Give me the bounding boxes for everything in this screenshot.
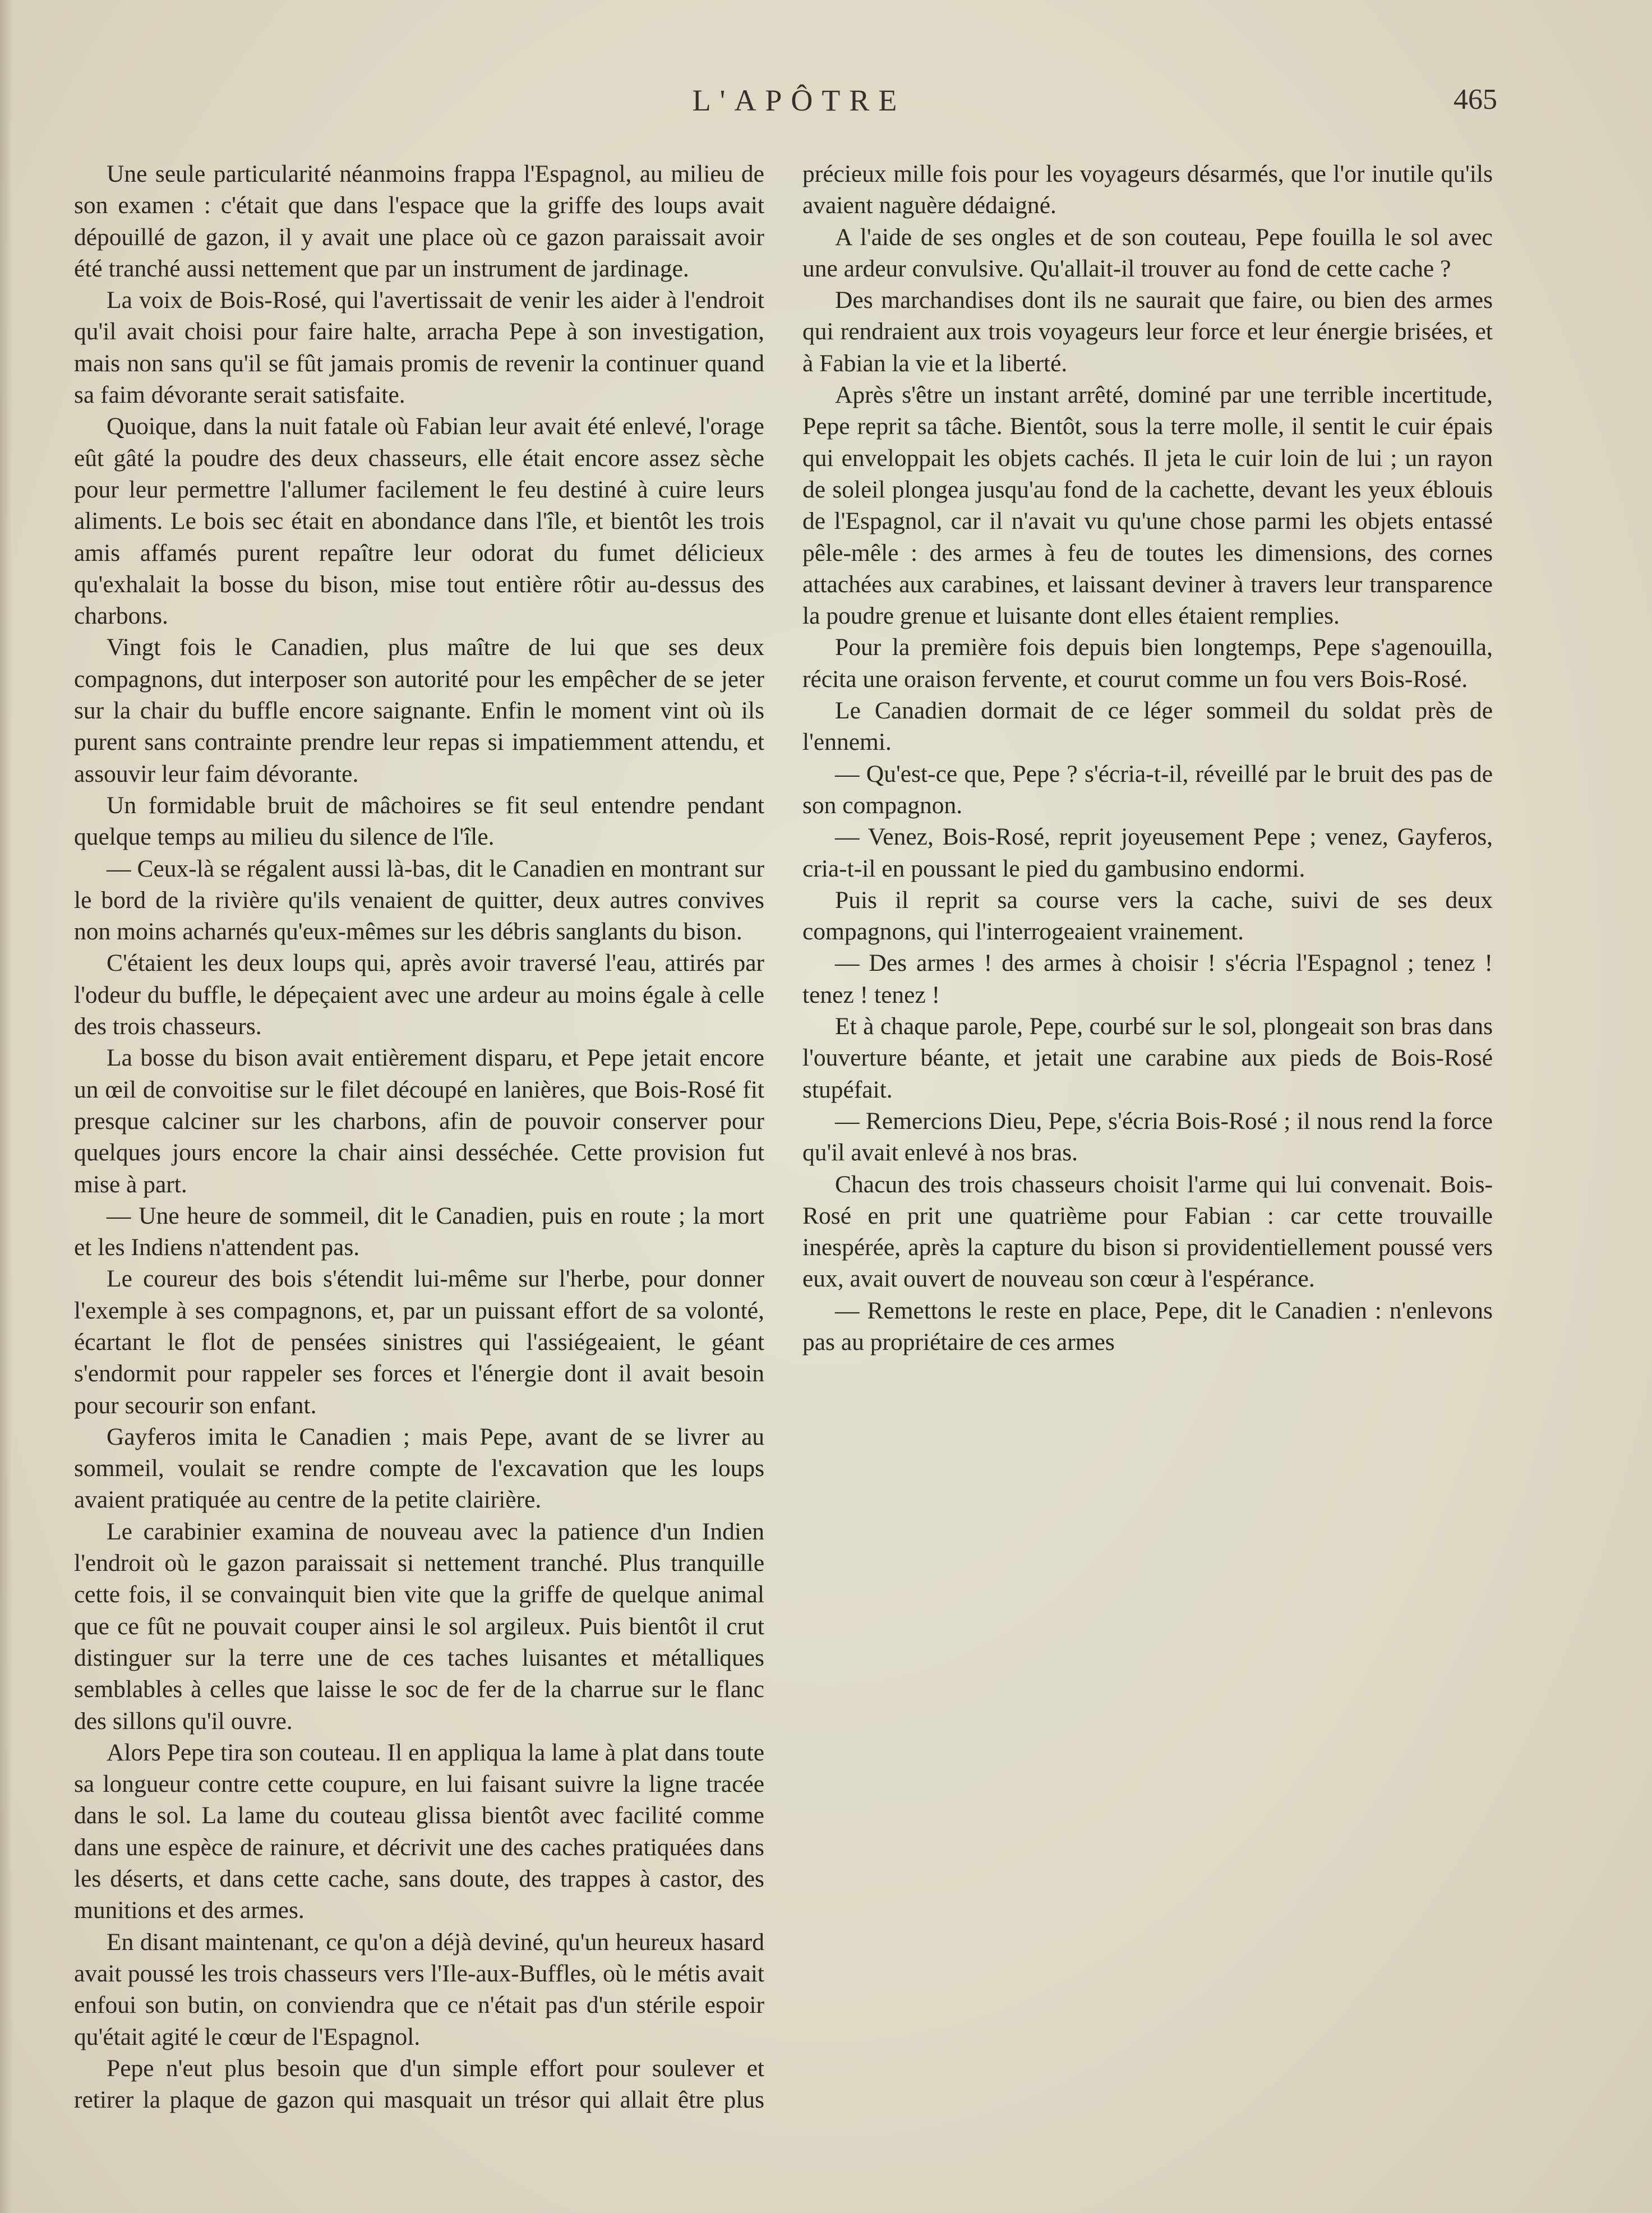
paragraph: Une seule particularité néanmoins frappa l'Espagnol, au milieu de son examen : c'était que dans l'espace que la griffe des loups avait dépouillé de gazon, il y avait une place où ce gazon paraissait avoir été tranché aussi nettement que par un instrument de jardinage. bbox=[74, 160, 764, 282]
paragraph: — Qu'est-ce que, Pepe ? s'écria-t-il, réveillé par le bruit des pas de son compagnon. bbox=[802, 760, 1493, 819]
body-text bbox=[74, 158, 1493, 2132]
paragraph: — Venez, Bois-Rosé, reprit joyeusement Pepe ; venez, Gayferos, cria-t-il en poussant le pied du gambusino endormi. bbox=[802, 823, 1493, 882]
paragraph: Puis il reprit sa course vers la cache, suivi de ses deux compagnons, qui l'interrogeaient vrainement. bbox=[802, 886, 1493, 946]
paragraph: Gayferos imita le Canadien ; mais Pepe, avant de se livrer au sommeil, voulait se rendre compte de l'excavation que les loups avaient pratiquée au centre de la petite clairière. bbox=[74, 1423, 764, 1514]
paragraph: Des marchandises dont ils ne saurait que faire, ou bien des armes qui rendraient aux trois voyageurs leur force et leur énergie brisées, et à Fabian la vie et la liberté. bbox=[802, 287, 1493, 377]
page-gutter-shadow bbox=[0, 0, 12, 2213]
page-number: 465 bbox=[1453, 84, 1497, 116]
paragraph: Un formidable bruit de mâchoires se fit seul entendre pendant quelque temps au milieu du silence de l'île. bbox=[74, 791, 764, 851]
running-title: L'APÔTRE bbox=[692, 84, 906, 117]
paragraph: Le coureur des bois s'étendit lui-même sur l'herbe, pour donner l'exemple à ses compagnons, et, par un puissant effort de sa volonté, écartant le flot de pensées sinistres qui l'assiégeaient, le géant s'endormit pour rappeler ses forces et l'énergie dont il avait besoin pour secourir son enfant. bbox=[74, 1265, 764, 1419]
paragraph: — Une heure de sommeil, dit le Canadien, puis en route ; la mort et les Indiens n'attendent pas. bbox=[74, 1202, 764, 1261]
paragraph: — Remettons le reste en place, Pepe, dit le Canadien : n'enlevons pas au propriétaire de ces armes bbox=[802, 1297, 1493, 1356]
paragraph: Et à chaque parole, Pepe, courbé sur le sol, plongeait son bras dans l'ouverture béante, et jetait une carabine aux pieds de Bois-Rosé stupéfait. bbox=[802, 1013, 1493, 1103]
paragraph: En disant maintenant, ce qu'on a déjà deviné, qu'un heureux hasard avait poussé les trois chasseurs vers l'Ile-aux-Buffles, où le métis avait enfoui son butin, on conviendra que ce n'était pas d'un stérile espoir qu'était agité le cœur de l'Espagnol. bbox=[74, 1928, 764, 2050]
page-header bbox=[101, 83, 1497, 119]
paragraph: Quoique, dans la nuit fatale où Fabian leur avait été enlevé, l'orage eût gâté la poudre des deux chasseurs, elle était encore assez sèche pour leur permettre l'allumer facilement le feu destiné à cuire leurs aliments. Le bois sec était en abondance dans l'île, et bientôt les trois amis affamés purent repaître leur odorat du fumet délicieux qu'exhalait la bosse du bison, mise tout entière rôtir au-dessus des charbons. bbox=[74, 413, 764, 630]
paragraph: La bosse du bison avait entièrement disparu, et Pepe jetait encore un œil de convoitise sur le filet découpé en lanières, que Bois-Rosé fit presque calciner sur les charbons, afin de pouvoir conserver pour quelques jours encore la chair ainsi desséchée. Cette provision fut mise à part. bbox=[74, 1044, 764, 1198]
paragraph: A l'aide de ses ongles et de son couteau, Pepe fouilla le sol avec une ardeur convulsive. Qu'allait-il trouver au fond de cette cache ? bbox=[802, 223, 1493, 282]
paragraph: — Des armes ! des armes à choisir ! s'écria l'Espagnol ; tenez ! tenez ! tenez ! bbox=[802, 949, 1493, 1008]
paragraph: — Remercions Dieu, Pepe, s'écria Bois-Rosé ; il nous rend la force qu'il avait enlevé à nos bras. bbox=[802, 1107, 1493, 1167]
paragraph: Alors Pepe tira son couteau. Il en appliqua la lame à plat dans toute sa longueur contre cette coupure, en lui faisant suivre la ligne tracée dans le sol. La lame du couteau glissa bientôt avec facilité comme dans une espèce de rainure, et décrivit une des caches pratiquées dans les déserts, et dans cette cache, sans doute, des trappes à castor, des munitions et des armes. bbox=[74, 1739, 764, 1924]
paragraph: La voix de Bois-Rosé, qui l'avertissait de venir les aider à l'endroit qu'il avait choisi pour faire halte, arracha Pepe à son investigation, mais non sans qu'il se fût jamais promis de revenir la continuer quand sa faim dévorante serait satisfaite. bbox=[74, 287, 764, 409]
paragraph: Le Canadien dormait de ce léger sommeil du soldat près de l'ennemi. bbox=[802, 697, 1493, 756]
paragraph: Pepe n'eut plus besoin que d'un simple effort pour soulever et retirer la plaque de gazon qui masquait un trésor qui allait être plus précieux mille fois pour les voyageurs désarmés, que l'or inutile qu'ils avaient naguère dédaigné. bbox=[74, 160, 1493, 2114]
paragraph: Chacun des trois chasseurs choisit l'arme qui lui convenait. Bois-Rosé en prit une quatrième pour Fabian : car cette trouvaille inespérée, après la capture du bison si providentiellement poussé vers eux, avait ouvert de nouveau son cœur à l'espérance. bbox=[802, 1170, 1493, 1293]
paragraph: Le carabinier examina de nouveau avec la patience d'un Indien l'endroit où le gazon paraissait si nettement tranché. Plus tranquille cette fois, il se convainquit bien vite que la griffe de quelque animal que ce fût ne pouvait couper ainsi le sol argileux. Puis bientôt il crut distinguer sur la terre une de ces taches luisantes et métalliques semblables à celles que laisse le soc de fer de la charrue sur le flanc des sillons qu'il ouvre. bbox=[74, 1518, 764, 1735]
paragraph: Pour la première fois depuis bien longtemps, Pepe s'agenouilla, récita une oraison fervente, et courut comme un fou vers Bois-Rosé. bbox=[802, 634, 1493, 693]
paragraph: — Ceux-là se régalent aussi là-bas, dit le Canadien en montrant sur le bord de la rivière qu'ils venaient de quitter, deux autres convives non moins acharnés qu'eux-mêmes sur les débris sanglants du bison. bbox=[74, 855, 764, 946]
paragraph: Après s'être un instant arrêté, dominé par une terrible incertitude, Pepe reprit sa tâche. Bientôt, sous la terre molle, il sentit le cuir épais qui enveloppait les objets cachés. Il jeta le cuir loin de lui ; un rayon de soleil plongea jusqu'au fond de la cachette, devant les yeux éblouis de l'Espagnol, car il n'avait vu qu'une chose parmi les objets entassé pêle-mêle : des armes à feu de toutes les dimensions, des cornes attachées aux carabines, et laissant deviner à travers leur transparence la poudre grenue et luisante dont elles étaient remplies. bbox=[802, 381, 1493, 630]
paragraph: Vingt fois le Canadien, plus maître de lui que ses deux compagnons, dut interposer son autorité pour les empêcher de se jeter sur la chair du buffle encore saignante. Enfin le moment vint où ils purent sans contrainte prendre leur repas si impatiemment attendu, et assouvir leur faim dévorante. bbox=[74, 634, 764, 787]
paragraph: C'étaient les deux loups qui, après avoir traversé l'eau, attirés par l'odeur du buffle, le dépeçaient avec une ardeur au moins égale à celle des trois chasseurs. bbox=[74, 949, 764, 1040]
